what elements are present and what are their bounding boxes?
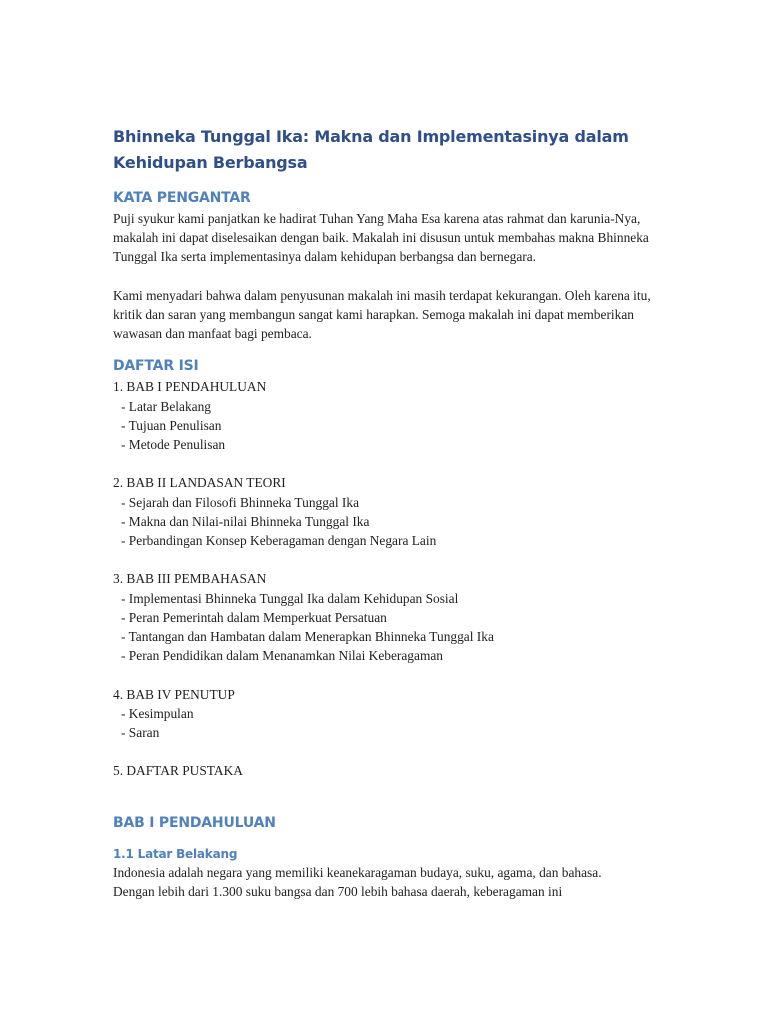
toc-item: - Tujuan Penulisan xyxy=(121,417,222,433)
toc-spacer xyxy=(113,550,673,569)
toc-item: - Makna dan Nilai-nilai Bhinneka Tunggal Ika xyxy=(121,513,370,529)
toc-item: - Latar Belakang xyxy=(121,398,211,414)
latar-belakang-paragraph xyxy=(113,863,673,901)
toc-item: - Saran xyxy=(121,725,160,741)
heading-bab1: BAB I PENDAHULUAN xyxy=(113,814,276,831)
toc-section-label: 1. BAB I PENDAHULUAN xyxy=(113,379,267,395)
toc-section-label: 3. BAB III PEMBAHASAN xyxy=(113,571,267,587)
document-title: Bhinneka Tunggal Ika: Makna dan Implementasinya dalam Kehidupan Berbangsa xyxy=(113,127,629,172)
toc-spacer xyxy=(113,742,673,761)
latar-belakang-line-2: Dengan lebih dari 1.300 suku bangsa dan 700 lebih bahasa daerah, keberagaman ini xyxy=(113,883,563,899)
kata-pengantar-paragraph-1: Puji syukur kami panjatkan ke hadirat Tuhan Yang Maha Esa karena atas rahmat dan karunia-Nya, makalah ini dapat diselesaikan dengan baik. Makalah ini disusun untuk membahas makna Bhinneka Tunggal Ika serta implementasinya dalam kehidupan berbangsa dan bernegara. xyxy=(113,211,649,265)
toc-section-label: 4. BAB IV PENUTUP xyxy=(113,686,235,702)
toc-item: - Implementasi Bhinneka Tunggal Ika dalam Kehidupan Sosial xyxy=(121,590,459,606)
heading-daftar-isi: DAFTAR ISI xyxy=(113,358,199,375)
heading-kata-pengantar: KATA PENGANTAR xyxy=(113,190,251,206)
toc-item: - Peran Pemerintah dalam Memperkuat Persatuan xyxy=(121,609,387,625)
toc-item: - Perbandingan Konsep Keberagaman dengan Negara Lain xyxy=(121,533,437,549)
document-content xyxy=(113,124,673,901)
toc-item: - Kesimpulan xyxy=(121,705,194,721)
subheading-latar-belakang: 1.1 Latar Belakang xyxy=(113,846,238,861)
table-of-contents xyxy=(113,377,673,780)
toc-section-label: 2. BAB II LANDASAN TEORI xyxy=(113,475,286,491)
kata-pengantar-paragraph-2: Kami menyadari bahwa dalam penyusunan makalah ini masih terdapat kekurangan. Oleh karena itu, kritik dan saran yang membangun sangat kami harapkan. Semoga makalah ini dapat memberikan wawasan dan manfaat bagi pembaca. xyxy=(113,287,651,342)
toc-item: - Peran Pendidikan dalam Menanamkan Nilai Keberagaman xyxy=(121,648,444,664)
toc-section-label: 5. DAFTAR PUSTAKA xyxy=(113,763,243,779)
toc-item: - Metode Penulisan xyxy=(121,437,226,453)
toc-spacer xyxy=(113,665,673,684)
toc-item: - Sejarah dan Filosofi Bhinneka Tunggal Ika xyxy=(121,494,360,510)
toc-item: - Tantangan dan Hambatan dalam Menerapkan Bhinneka Tunggal Ika xyxy=(121,629,494,645)
toc-spacer xyxy=(113,454,673,473)
latar-belakang-line-1: Indonesia adalah negara yang memiliki keanekaragaman budaya, suku, agama, dan bahasa. xyxy=(113,864,602,880)
